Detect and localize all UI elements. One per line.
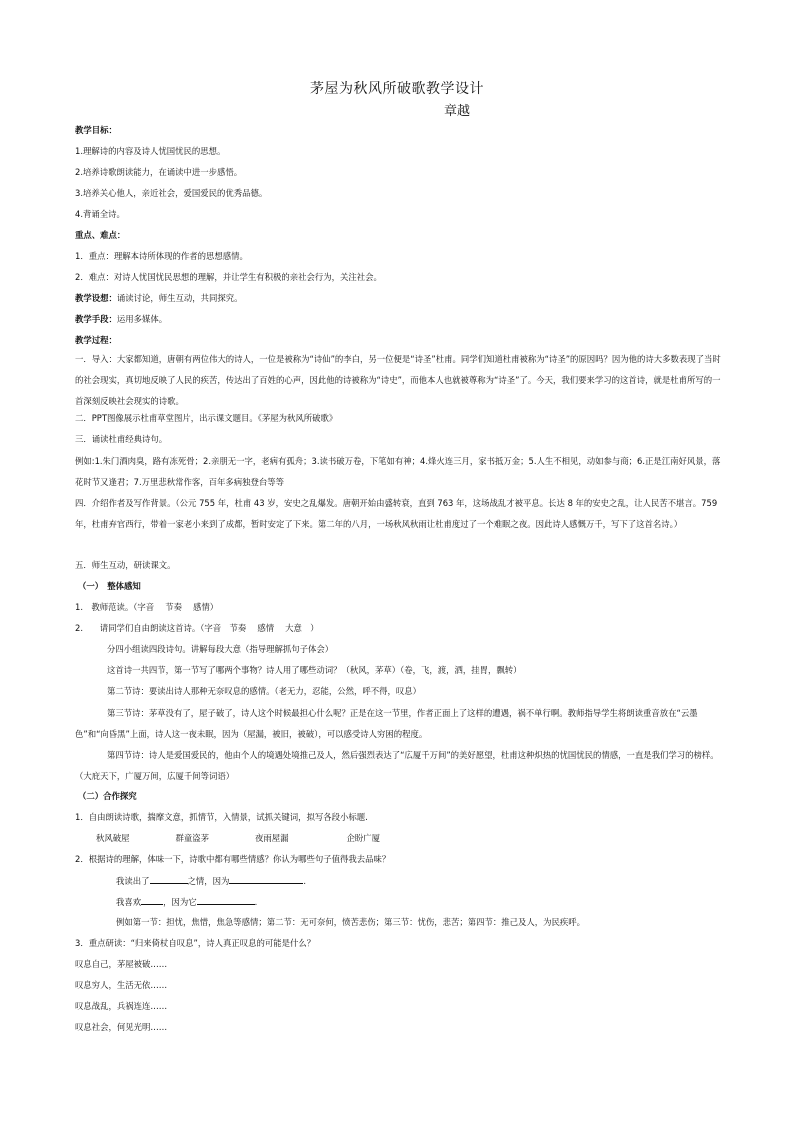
document-title: 茅屋为秋风所破歌教学设计: [310, 81, 484, 97]
section-title: 夜雨屋漏: [255, 833, 289, 843]
keypoints-heading: 重点、难点：: [75, 230, 126, 240]
part2-question-2: 2．根据诗的理解，体味一下，诗歌中都有哪些情感？你认为哪些句子值得我去品味？: [75, 854, 391, 864]
section-title: 企盼广厦: [346, 833, 380, 843]
keypoint-item: 2．难点：对诗人忧国忧民思想的理解，并让学生有积极的亲社会行为，关注社会。: [75, 272, 382, 282]
part1-para3: 第三节诗：茅草没有了，屋子破了，诗人这个时候最担心什么呢？正是在这一节里，作者正面上了这样的遭遇，祸不单行啊。教师指导学生将朗读重音放在“云墨色”和“向昏黑”上面，诗人这一夜未眠，因为（屋漏，被旧，被破），可以感受诗人穷困的程度。: [75, 708, 698, 739]
tools-text: 运用多媒体。: [116, 314, 168, 324]
fill-line-1: 我读出了 之情，因为 .: [116, 876, 307, 886]
method-line: [75, 292, 243, 304]
fill-line-2: 我喜欢 ，因为它 .: [116, 897, 258, 907]
fill-blank: [141, 895, 163, 905]
sigh-item: 叹息战乱，兵祸连连……: [75, 1001, 168, 1011]
part2-example: 例如第一节：担忧，焦惜，焦急等感情；第二节：无可奈何，愤苦悲伤；第三节：忧伤，悲苦；第四节：推己及人，为民疾呼。: [116, 917, 585, 927]
tools-line: [75, 313, 167, 325]
objective-item: 1.理解诗的内容及诗人忧国忧民的思想。: [75, 146, 226, 156]
part1-item: 2. 请同学们自由朗读这首诗。（字音 节奏 感情 大意 ）: [75, 623, 319, 633]
sigh-item: 叹息穷人，生活无依……: [75, 980, 168, 990]
objective-item: 2.培养诗歌朗读能力，在诵读中进一步感悟。: [75, 167, 243, 177]
part2-heading: （二）合作探究: [78, 791, 137, 801]
part1-item: 第二节诗：要读出诗人那种无奈叹息的感情。（老无力，忍能，公然，呼不得，叹息）: [107, 686, 422, 696]
tools-label: 教学手段：: [75, 314, 117, 324]
process-step-5: 五．师生互动，研读课文。: [75, 560, 176, 570]
objective-item: 4.背诵全诗。: [75, 209, 125, 219]
part2-question-3: 3．重点研读：“归来倚杖自叹息”，诗人真正叹息的可能是什么？: [75, 938, 316, 948]
section-title: 秋风破屋: [96, 833, 130, 843]
part1-item: 分四小组读四段诗句。讲解每段大意（指导理解抓句子体会）: [107, 644, 334, 654]
process-step-2: 二．PPT图像展示杜甫草堂图片，出示课文题目。《茅屋为秋风所破歌》: [75, 413, 338, 423]
process-intro: 一．导入：大家都知道，唐朝有两位伟大的诗人，一位是被称为“诗仙”的李白，另一位便是“诗圣”杜甫。同学们知道杜甫被称为“诗圣”的原因吗？因为他的诗大多数表现了当时的社会现实，真切地反映了人民的疾苦，传达出了百姓的心声，因此他的诗被称为“诗史”，而他本人也就被尊称为“诗圣”了。今天，我们要来学习的这首诗，就是杜甫所写的一首深刻反映社会现实的诗歌。: [75, 354, 721, 406]
process-step-4: 四．介绍作者及写作背景。（公元 755 年，杜甫 43 岁，安史之乱爆发。唐朝开始由盛转衰，直到 763 年，这场战乱才被平息。长达 8 年的安史之乱，让人民苦不堪言。759 年，杜甫弃官西行，带着一家老小来到了成都，暂时安定了下来。第二年的八月，一场秋风秋雨让杜甫度过了一个难眠之夜。因此诗人感慨万千，写下了这首名诗。）: [75, 498, 718, 529]
sigh-item: 叹息社会，何见光明……: [75, 1022, 168, 1032]
fill-blank: [197, 895, 255, 905]
process-step-3: 三．诵读杜甫经典诗句。: [75, 434, 168, 444]
part1-para4: 第四节诗：诗人是爱国爱民的，他由个人的境遇处境推己及人，然后强烈表达了“広厦千万间”的美好愿望，杜甫这种炽热的忧国忧民的情感，一直是我们学习的榜样。（大庇天下，广厦万间，広厦千间等词语）: [75, 750, 719, 781]
section-titles-row: [96, 832, 380, 844]
part2-question-1: 1．自由朗读诗歌，揣摩文意，抓情节，入情景，试抓关键词，拟写各段小标题.: [75, 812, 368, 822]
objectives-heading: 教学目标：: [75, 125, 117, 135]
part1-item: 1. 教师范读。（字音 节奏 感情）: [75, 602, 219, 612]
part1-heading: （一） 整体感知: [78, 581, 141, 591]
part1-item: 这首诗一共四节，第一节写了哪两个事物？诗人用了哪些动词？（秋风，茅草）（卷，飞，渡，洒，挂胃，飘转）: [107, 665, 522, 675]
process-example: 例如:1.朱门酒肉臭，路有冻死骨；2.亲朋无一字，老病有孤舟；3.读书破万卷，下笔如有神；4.烽火连三月，家书抵万金；5.人生不相见，动如参与商；6.正是江南好风景，落花时节又逢君；7.万里悲秋常作客，百年多病独登台等等: [75, 456, 721, 487]
process-heading: 教学过程：: [75, 335, 117, 345]
document-author: 章越: [444, 104, 471, 119]
section-title: 群童盗茅: [175, 833, 209, 843]
method-label: 教学设想：: [75, 293, 117, 303]
objective-item: 3.培养关心他人，亲近社会，爱国爱民的优秀品德。: [75, 188, 268, 198]
fill-blank: [150, 874, 188, 884]
sigh-item: 叹息自己，茅屋被破……: [75, 959, 168, 969]
keypoint-item: 1．重点：理解本诗所体现的作者的思想感情。: [75, 251, 248, 261]
method-text: 诵读讨论，师生互动，共同探究。: [116, 293, 243, 303]
fill-blank: [229, 874, 303, 884]
